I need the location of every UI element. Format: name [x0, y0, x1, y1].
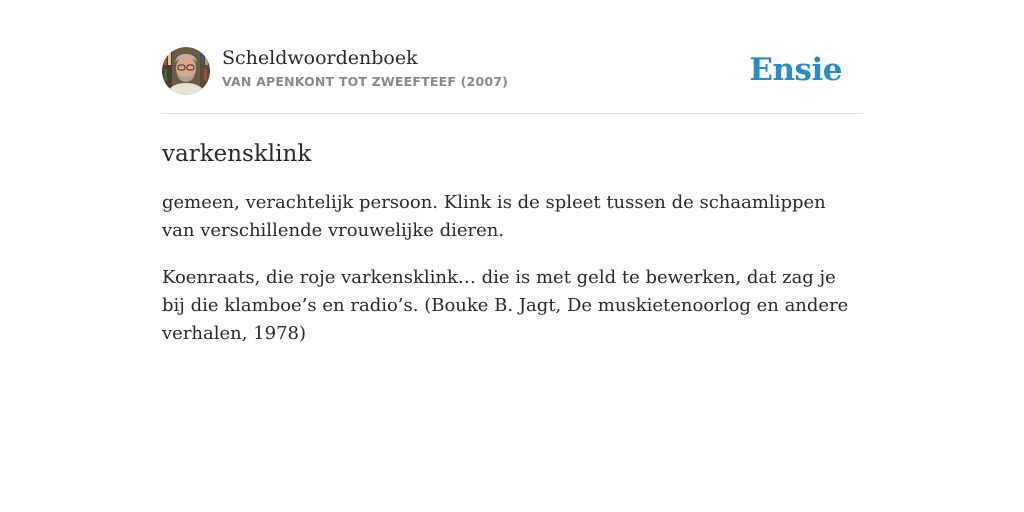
headword: varkensklink — [162, 141, 312, 167]
author-avatar[interactable] — [162, 47, 210, 95]
source-title[interactable]: Scheldwoordenboek — [222, 47, 418, 69]
source-header — [162, 46, 862, 114]
definition-text: gemeen, verachtelijk persoon. Klink is de spleet tussen de schaamlippen van verschillende vrouwelijke dieren. — [162, 192, 826, 241]
ensie-logo[interactable]: Ensie — [749, 52, 842, 88]
source-subtitle: VAN APENKONT TOT ZWEEFTEEF (2007) — [222, 74, 509, 89]
entry-card — [162, 46, 862, 348]
example-quote: Koenraats, die roje varkensklink… die is met geld te bewerken, dat zag je bij die klamboe’s en radio’s. (Bouke B. Jagt, De muskietenoorlog en andere verhalen, 1978) — [162, 267, 849, 344]
